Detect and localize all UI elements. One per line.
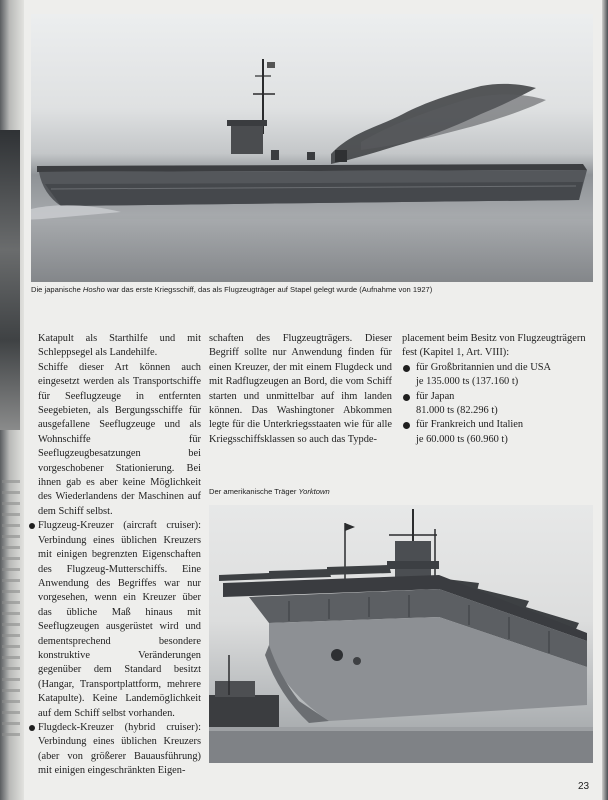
hosho-caption: [31, 285, 591, 294]
yorktown-ship-illustration: [209, 505, 593, 763]
hosho-ship-illustration: [31, 14, 593, 282]
previous-page-edge: [0, 0, 24, 800]
yorktown-caption: [209, 487, 579, 496]
tonnage-value: je 135.000 ts (137.160 t): [416, 376, 519, 388]
bullet-icon: [29, 523, 35, 529]
definition-aircraft-cruiser: [38, 519, 201, 721]
previous-page-text-fragment: [2, 480, 20, 740]
tonnage-item-france-italy: [402, 418, 590, 447]
paragraph-washington-treaty: schaften des Flugzeugträgers. Dieser Begriff sollte nur Anwendung finden für einen Kreuzer, der mit einem Flugdeck und mit Radflugzeugen an Bord, die vom Schiff starten und unmittelbar auf ihm landen können. Das Washingtoner Abkommen legte für die Unterkriegsstaaten wie für alle Kriegsschiffsklassen so auch das Typde-: [209, 333, 392, 445]
text-column-1: [38, 332, 201, 779]
tonnage-country: für Frankreich und Italien: [416, 419, 524, 431]
definition-hybrid-cruiser: [38, 721, 201, 779]
tonnage-item-japan: [402, 390, 590, 419]
page-number: 23: [578, 781, 590, 792]
caption-text-rest: war das erste Kriegsschiff, das als Flugzeugträger auf Stapel gelegt wurde (Aufnahme von 1927): [104, 285, 433, 294]
bullet-icon: [403, 394, 410, 401]
hosho-photo: [31, 14, 593, 282]
definition-text: Flugzeug-Kreuzer (aircraft cruiser): Verbindung eines üblichen Kreuzers mit einigen begrenzten Eigenschaften des Flugzeug-Mutterschiffs. Eine Anwendung des Begriffes war nur vorgesehen, wenn ein Kreuzer über das übliche Maß hinaus mit Seeflugzeugen ausgerüstet wird und dementsprechend besondere konstruktive Veränderungen gegenüber dem Standard besitzt (Hangar, Transportplattform, mehrere Katapulte). Keine Landemöglichkeit auf dem Schiff selbst vorhanden.: [38, 520, 201, 719]
page-edge-shadow: [602, 0, 608, 800]
text-column-2: [209, 332, 392, 447]
bullet-icon: [403, 422, 410, 429]
definition-text: Flugdeck-Kreuzer (hybrid cruiser): Verbindung eines üblichen Kreuzers (aber von größerer Bauausführung) mit einigen eingeschränkten Eigen-: [38, 721, 201, 777]
paragraph-catapult: Katapult als Starthilfe und mit Schleppsegel als Landehilfe.: [38, 333, 201, 359]
text-column-3: [402, 332, 590, 447]
bullet-icon: [403, 365, 410, 372]
previous-page-photo-fragment: [0, 130, 20, 430]
caption-text: Der amerikanische Träger: [209, 487, 299, 496]
paragraph-transport: Schiffe dieser Art können auch eingesetzt werden als Transportschiffe für Seeflugzeuge in entfernten Seegebieten, als Bergungsschiffe für ausgefallene Seeflugzeuge und als Wohnschiffe für Seeflugzeugbesatzungen bei vorgeschobener Stationierung. Bei ihnen gab es aber keine Möglichkeit des Wiederlandens der Maschinen auf dem Schiff selbst.: [38, 361, 201, 517]
caption-ship-name: Hosho: [82, 285, 105, 294]
caption-text: Die japanische: [31, 285, 83, 294]
yorktown-photo: [209, 505, 593, 763]
tonnage-value: je 60.000 ts (60.960 t): [416, 433, 508, 445]
tonnage-country: für Großbritannien und die USA: [416, 361, 552, 373]
tonnage-item-gb-usa: [402, 361, 590, 390]
caption-ship-name: Yorktown: [298, 487, 330, 496]
paragraph-displacement: placement beim Besitz von Flugzeugträgern fest (Kapitel 1, Art. VIII):: [402, 333, 586, 359]
tonnage-country: für Japan: [416, 390, 455, 402]
bullet-icon: [29, 725, 35, 731]
tonnage-value: 81.000 ts (82.296 t): [416, 405, 498, 417]
